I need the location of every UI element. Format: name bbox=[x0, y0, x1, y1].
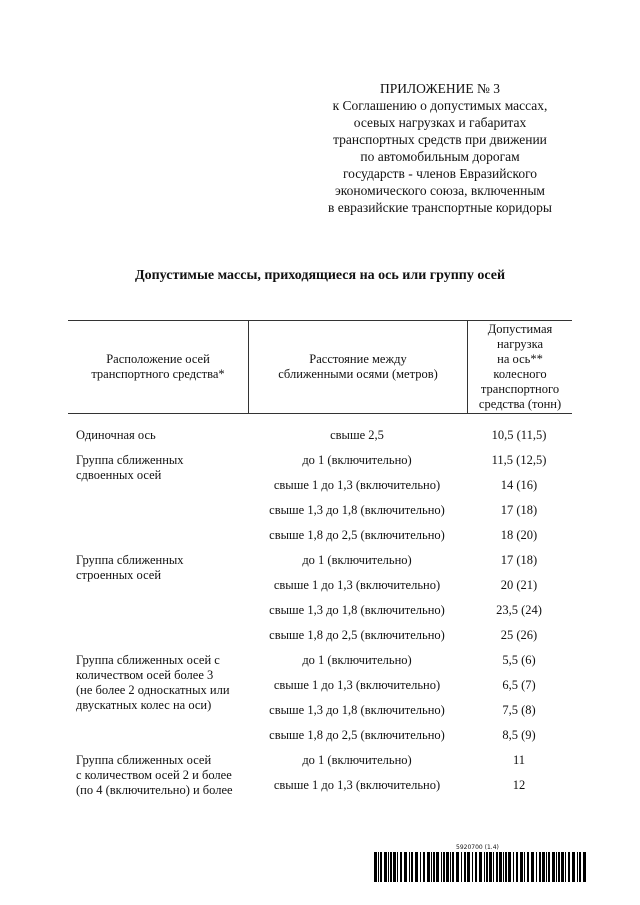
load-cell: 20 (21) bbox=[500, 578, 538, 592]
appendix-line: осевых нагрузках и габаритах bbox=[353, 115, 527, 130]
load-cell: 12 bbox=[512, 778, 526, 792]
table-row bbox=[248, 428, 572, 444]
distance-cell: свыше 1,3 до 1,8 (включительно) bbox=[269, 603, 445, 617]
table-row bbox=[248, 503, 572, 519]
load-cell: 25 (26) bbox=[500, 628, 538, 642]
distance-cell: до 1 (включительно) bbox=[302, 453, 412, 467]
group-label: Группа сближенных осей с количеством осей более 3 (не более 2 односкатных или двускатных колес на оси) bbox=[76, 653, 230, 712]
distance-cell: свыше 1,8 до 2,5 (включительно) bbox=[269, 628, 445, 642]
distance-cell: свыше 2,5 bbox=[330, 428, 384, 442]
table-row bbox=[248, 778, 572, 794]
distance-cell: свыше 1 до 1,3 (включительно) bbox=[273, 478, 441, 492]
group-label: Группа сближенных сдвоенных осей bbox=[76, 453, 184, 482]
axle-load-table bbox=[68, 320, 572, 797]
table-row bbox=[248, 753, 572, 769]
load-cell: 18 (20) bbox=[500, 528, 538, 542]
appendix-line: экономического союза, включенным bbox=[335, 183, 545, 198]
header-cell-axle-arrangement: Расположение осей транспортного средства* bbox=[68, 321, 249, 413]
appendix-line: государств - членов Евразийского bbox=[342, 166, 538, 181]
table-header bbox=[68, 320, 572, 414]
appendix-line: транспортных средств при движении bbox=[333, 132, 547, 147]
load-cell: 8,5 (9) bbox=[502, 728, 536, 742]
header-cell-axle-distance: Расстояние между сближенными осями (метров) bbox=[249, 321, 468, 413]
distance-cell: до 1 (включительно) bbox=[302, 753, 412, 767]
document-title: Допустимые массы, приходящиеся на ось или группу осей bbox=[134, 268, 506, 283]
distance-cell: свыше 1,3 до 1,8 (включительно) bbox=[269, 503, 445, 517]
load-cell: 17 (18) bbox=[500, 503, 538, 517]
group-label: Одиночная ось bbox=[76, 428, 156, 442]
table-row bbox=[248, 703, 572, 719]
load-cell: 17 (18) bbox=[500, 553, 538, 567]
appendix-line: к Соглашению о допустимых массах, bbox=[332, 98, 548, 113]
barcode-number: 5920700 (1.4) bbox=[456, 844, 499, 851]
appendix-line: в евразийские транспортные коридоры bbox=[328, 200, 552, 215]
distance-cell: свыше 1,8 до 2,5 (включительно) bbox=[269, 528, 445, 542]
table-row bbox=[248, 678, 572, 694]
table-row bbox=[248, 453, 572, 469]
distance-cell: свыше 1,8 до 2,5 (включительно) bbox=[269, 728, 445, 742]
appendix-heading: ПРИЛОЖЕНИЕ № 3 bbox=[379, 81, 501, 96]
appendix-block bbox=[300, 80, 580, 216]
appendix-line: по автомобильным дорогам bbox=[360, 149, 520, 164]
load-cell: 10,5 (11,5) bbox=[491, 428, 547, 442]
load-cell: 23,5 (24) bbox=[496, 603, 542, 617]
header-cell-permitted-load: Допустимая нагрузка на ось** колесного транспортного средства (тонн) bbox=[478, 322, 562, 411]
group-label: Группа сближенных осей с количеством осей 2 и более (по 4 (включительно) и более bbox=[76, 753, 233, 797]
load-cell: 14 (16) bbox=[500, 478, 538, 492]
distance-cell: до 1 (включительно) bbox=[302, 653, 412, 667]
load-cell: 11 bbox=[512, 753, 526, 767]
distance-cell: свыше 1,3 до 1,8 (включительно) bbox=[269, 703, 445, 717]
group-label: Группа сближенных строенных осей bbox=[76, 553, 184, 582]
table-row bbox=[248, 653, 572, 669]
table-row bbox=[248, 528, 572, 544]
distance-cell: свыше 1 до 1,3 (включительно) bbox=[273, 678, 441, 692]
table-row bbox=[248, 478, 572, 494]
table-row bbox=[248, 578, 572, 594]
table-row bbox=[248, 728, 572, 744]
load-cell: 5,5 (6) bbox=[502, 653, 536, 667]
distance-cell: до 1 (включительно) bbox=[302, 553, 412, 567]
barcode-image bbox=[374, 852, 590, 882]
distance-cell: свыше 1 до 1,3 (включительно) bbox=[273, 578, 441, 592]
table-row bbox=[248, 553, 572, 569]
table-row bbox=[248, 603, 572, 619]
load-cell: 11,5 (12,5) bbox=[491, 453, 547, 467]
table-row bbox=[248, 628, 572, 644]
distance-cell: свыше 1 до 1,3 (включительно) bbox=[273, 778, 441, 792]
load-cell: 7,5 (8) bbox=[502, 703, 536, 717]
load-cell: 6,5 (7) bbox=[502, 678, 536, 692]
